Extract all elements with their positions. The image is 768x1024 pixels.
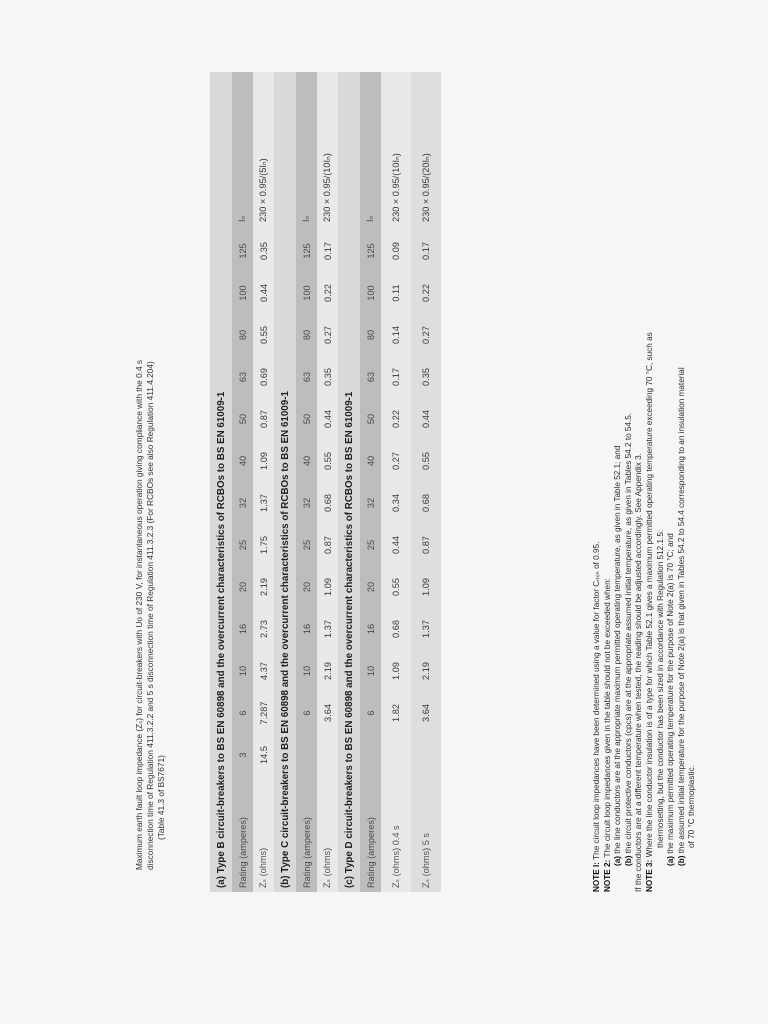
impedance-table <box>210 72 441 892</box>
zs-row-5s <box>411 72 441 892</box>
table-cell: 3 <box>232 734 253 776</box>
table-cell: 0.27 <box>381 440 411 482</box>
row-label: Zₛ (ohms) <box>253 776 274 892</box>
table-cell: 3.64 <box>317 692 338 734</box>
section-heading <box>338 72 360 892</box>
table-cell: 0.22 <box>411 272 441 314</box>
note-3a: (a) the maximum permitted operating temperature for the purpose of Note 2(a) is 70 °C; and <box>666 533 676 866</box>
table-cell: 80 <box>232 314 253 356</box>
table-notes <box>592 72 698 892</box>
note-3-cont: thermosetting, but the conductor has been sized in accordance with Regulation 512.1.5: <box>655 529 665 848</box>
row-label: Rating (amperes) <box>296 776 317 892</box>
table-cell: 6 <box>232 692 253 734</box>
table-cell: 1.09 <box>253 440 274 482</box>
table-cell: 6 <box>360 692 381 734</box>
table-cell: 2.19 <box>317 650 338 692</box>
table-cell: 1.37 <box>317 608 338 650</box>
table-cell: 0.44 <box>253 272 274 314</box>
table-cell: 10 <box>296 650 317 692</box>
table-cell: 20 <box>232 566 253 608</box>
note-3b-cont: of 70 °C thermoplastic. <box>687 765 697 848</box>
table-cell: 50 <box>360 398 381 440</box>
section-heading <box>210 72 232 892</box>
zs-row-0-4s <box>381 72 411 892</box>
table-cell: 63 <box>360 356 381 398</box>
table-cell: 0.68 <box>317 482 338 524</box>
table-cell: 125 <box>296 230 317 272</box>
table-cell: 10 <box>360 650 381 692</box>
row-label: Zₛ (ohms) 0.4 s <box>381 776 411 892</box>
rating-row <box>360 72 381 892</box>
table-cell <box>296 734 317 776</box>
table-cell: 80 <box>296 314 317 356</box>
table-cell: 0.22 <box>317 272 338 314</box>
table-cell: 0.68 <box>411 482 441 524</box>
table-cell: 40 <box>232 440 253 482</box>
table-cell: 230 × 0.95/(10Iₙ) <box>317 72 338 230</box>
table-cell: 100 <box>360 272 381 314</box>
caption-line-3: (Table 41.3 of BS7671) <box>156 755 166 840</box>
table-cell: 0.14 <box>381 314 411 356</box>
table-cell: 63 <box>232 356 253 398</box>
table-cell: 16 <box>296 608 317 650</box>
table-cell: 2.73 <box>253 608 274 650</box>
table-cell: 0.55 <box>411 440 441 482</box>
table-cell: 0.55 <box>381 566 411 608</box>
table-cell: 0.44 <box>381 524 411 566</box>
table-cell: 0.27 <box>411 314 441 356</box>
table-cell: 125 <box>360 230 381 272</box>
caption-line-1: Maximum earth fault loop impedance (Zₛ) for circuit-breakers with Uo of 230 V, for instantaneous operation giving compliance with the 0.4 s <box>134 359 144 870</box>
rotated-document <box>124 40 724 920</box>
zs-row <box>317 72 338 892</box>
table-cell: 0.35 <box>411 356 441 398</box>
table-cell: 1.09 <box>317 566 338 608</box>
table-cell: 0.87 <box>411 524 441 566</box>
note-2a: (a) the line conductors are at the appropriate maximum permitted operating temperature, as given in Table 52.1; and <box>613 445 623 866</box>
table-cell: 32 <box>232 482 253 524</box>
table-cell: 0.35 <box>317 356 338 398</box>
zs-row <box>253 72 274 892</box>
table-cell: 0.27 <box>317 314 338 356</box>
table-cell: 3.64 <box>411 692 441 734</box>
table-cell: 4.37 <box>253 650 274 692</box>
table-cell: 0.35 <box>253 230 274 272</box>
table-cell: 32 <box>296 482 317 524</box>
section-heading-text: (a) Type B circuit-breakers to BS EN 60898 and the overcurrent characteristics of RCBOs to BS EN 61009-1 <box>210 72 232 892</box>
table-cell: 0.44 <box>317 398 338 440</box>
table-cell: 50 <box>296 398 317 440</box>
table-cell: 0.87 <box>253 398 274 440</box>
row-label: Zₛ (ohms) <box>317 776 338 892</box>
table-cell: 0.17 <box>317 230 338 272</box>
table-cell: 20 <box>296 566 317 608</box>
table-cell: 0.17 <box>411 230 441 272</box>
table-cell: Iₙ <box>296 72 317 230</box>
table-cell: 25 <box>296 524 317 566</box>
note-2: NOTE 2: The circuit loop impedances given in the table should not be exceeded when: <box>602 578 612 892</box>
table-cell: 1.37 <box>253 482 274 524</box>
table-cell: 14.5 <box>253 734 274 776</box>
table-cell: 100 <box>232 272 253 314</box>
table-cell: 0.34 <box>381 482 411 524</box>
table-cell: 230 × 0.95/(20Iₙ) <box>411 72 441 230</box>
table-cell: 0.69 <box>253 356 274 398</box>
table-cell: 63 <box>296 356 317 398</box>
table-cell: 0.87 <box>317 524 338 566</box>
table-cell: 1.37 <box>411 608 441 650</box>
table-caption <box>134 110 167 870</box>
table-cell: 25 <box>360 524 381 566</box>
table-cell: 0.55 <box>253 314 274 356</box>
table-cell: Iₙ <box>232 72 253 230</box>
table-cell: 16 <box>232 608 253 650</box>
table-cell: 20 <box>360 566 381 608</box>
table-cell: 2.19 <box>411 650 441 692</box>
row-label: Rating (amperes) <box>232 776 253 892</box>
note-3: NOTE 3: Where the line conductor insulation is of a type for which Table 52.1 gives a maximum permitted operating temperature exceeding 70 °C, such as <box>644 332 654 892</box>
table-cell: 1.82 <box>381 692 411 734</box>
table-cell: 0.55 <box>317 440 338 482</box>
table-cell: 230 × 0.95/(10Iₙ) <box>381 72 411 230</box>
table-cell: 100 <box>296 272 317 314</box>
table-cell: 0.44 <box>411 398 441 440</box>
rating-row <box>296 72 317 892</box>
table-cell: 1.09 <box>411 566 441 608</box>
table-cell: 0.11 <box>381 272 411 314</box>
table-cell: 80 <box>360 314 381 356</box>
table-cell: 0.09 <box>381 230 411 272</box>
table-cell: 0.17 <box>381 356 411 398</box>
section-heading-text: (b) Type C circuit-breakers to BS EN 60898 and the overcurrent characteristics of RCBOs to BS EN 61009-1 <box>274 72 296 892</box>
table-cell: 125 <box>232 230 253 272</box>
table-cell <box>360 734 381 776</box>
table-cell: 7.287 <box>253 692 274 734</box>
note-3b: (b) the assumed initial temperature for the purpose of Note 2(a) is that given in Tables 54.2 to 54.4 corresponding to an insulation material <box>676 367 686 866</box>
note-1: NOTE I: The circuit loop impedances have been determined using a value for factor Cₘᵢₙ of 0.95. <box>592 541 601 892</box>
table-cell: 32 <box>360 482 381 524</box>
table-cell: 16 <box>360 608 381 650</box>
table-cell: 50 <box>232 398 253 440</box>
section-heading <box>274 72 296 892</box>
table-cell <box>381 734 411 776</box>
table-cell: 1.09 <box>381 650 411 692</box>
row-label: Zₛ (ohms) 5 s <box>411 776 441 892</box>
impedance-tables <box>210 72 441 892</box>
rating-row <box>232 72 253 892</box>
table-cell: 0.22 <box>381 398 411 440</box>
table-cell: 25 <box>232 524 253 566</box>
table-cell: 230 × 0.95/(5Iₙ) <box>253 72 274 230</box>
table-cell: 2.19 <box>253 566 274 608</box>
table-cell: 0.68 <box>381 608 411 650</box>
section-heading-text: (c) Type D circuit-breakers to BS EN 60898 and the overcurrent characteristics of RCBOs to BS EN 61009-1 <box>338 72 360 892</box>
note-2b: (b) the circuit protective conductors (cpcs) are at the appropriate assumed initial temperature, as given in Tables 54.2 to 54.5. <box>623 412 633 866</box>
table-cell: 40 <box>296 440 317 482</box>
row-label: Rating (amperes) <box>360 776 381 892</box>
note-2-tail: If the conductors are at a different temperature when tested, the reading should be adjusted accordingly. See Appendix 3. <box>634 453 644 892</box>
table-cell: Iₙ <box>360 72 381 230</box>
table-cell: 1.75 <box>253 524 274 566</box>
table-cell: 40 <box>360 440 381 482</box>
table-cell: 10 <box>232 650 253 692</box>
table-cell <box>317 734 338 776</box>
caption-line-2: disconnection time of Regulation 411.3.2.2 and 5 s disconnection time of Regulation 411.3.2.3 (For RCBOs see also Regulation 411.4.204) <box>145 361 155 870</box>
table-cell: 6 <box>296 692 317 734</box>
table-cell <box>411 734 441 776</box>
